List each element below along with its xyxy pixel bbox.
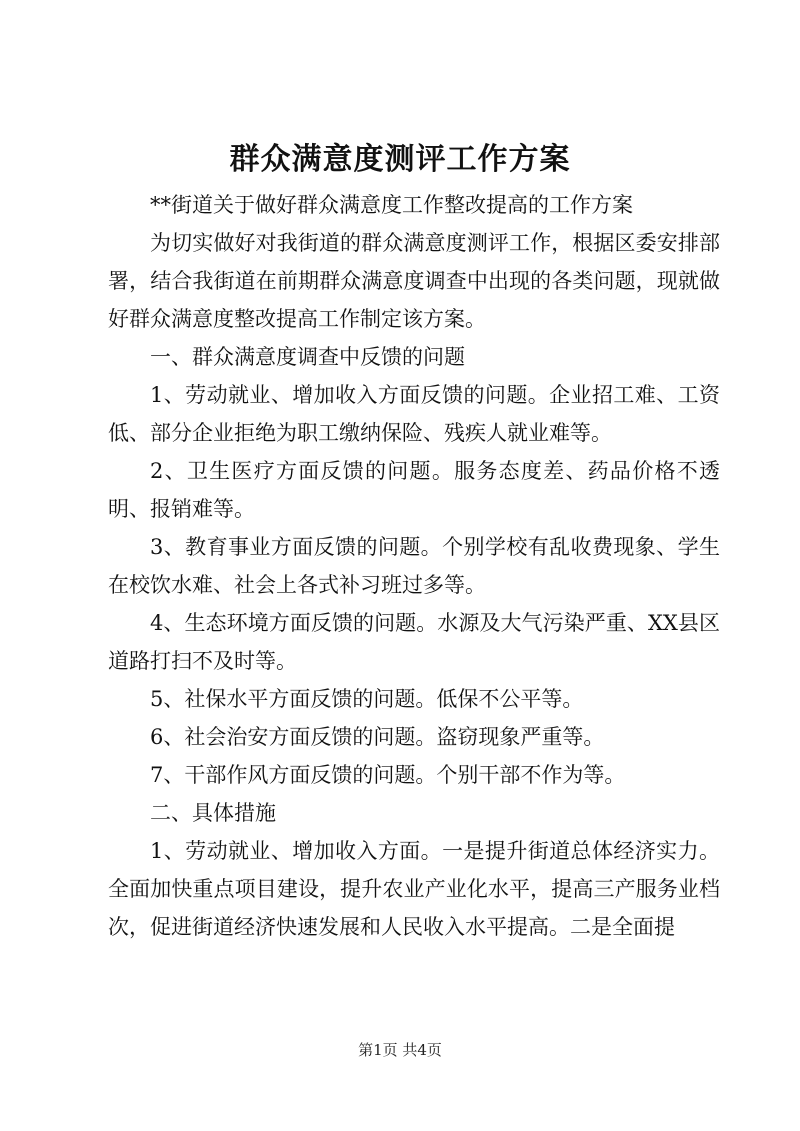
page-footer: 第1页 共4页 — [358, 1041, 442, 1059]
issue-item-3: 3、教育事业方面反馈的问题。个别学校有乱收费现象、学生在校饮水难、社会上各式补习班过多等。 — [108, 535, 720, 597]
issue-item-7: 7、干部作风方面反馈的问题。个别干部不作为等。 — [150, 763, 626, 787]
section-heading-1: 一、群众满意度调查中反馈的问题 — [150, 345, 465, 369]
document-title: 群众满意度测评工作方案 — [229, 142, 571, 177]
issue-item-5: 5、社保水平方面反馈的问题。低保不公平等。 — [150, 687, 584, 711]
section-heading-2: 二、具体措施 — [150, 801, 276, 825]
issue-item-1: 1、劳动就业、增加收入方面反馈的问题。企业招工难、工资低、部分企业拒绝为职工缴纳保险、残疾人就业难等。 — [108, 383, 720, 445]
document-body — [108, 186, 720, 946]
issue-item-4: 4、生态环境方面反馈的问题。水源及大气污染严重、XX县区道路打扫不及时等。 — [108, 611, 720, 673]
intro-paragraph: 为切实做好对我街道的群众满意度测评工作，根据区委安排部署，结合我街道在前期群众满意度调查中出现的各类问题，现就做好群众满意度整改提高工作制定该方案。 — [108, 231, 720, 331]
measure-item-1: 1、劳动就业、增加收入方面。一是提升街道总体经济实力。全面加快重点项目建设，提升农业产业化水平，提高三产服务业档次，促进街道经济快速发展和人民收入水平提高。二是全面提 — [108, 839, 720, 939]
document-subtitle: **街道关于做好群众满意度工作整改提高的工作方案 — [150, 193, 633, 217]
issue-item-2: 2、卫生医疗方面反馈的问题。服务态度差、药品价格不透明、报销难等。 — [108, 459, 720, 521]
issue-item-6: 6、社会治安方面反馈的问题。盗窃现象严重等。 — [150, 725, 605, 749]
